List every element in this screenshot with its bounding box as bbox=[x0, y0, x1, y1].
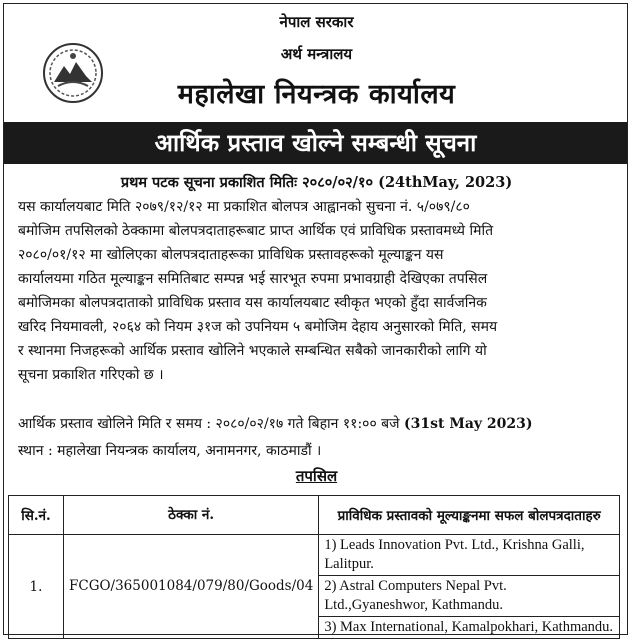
opening-english-date: (31st May 2023) bbox=[404, 416, 533, 432]
body-line: बमोजिमका बोलपत्रदाताको प्राविधिक प्रस्ताव यस कार्यालयबाट स्वीकृत भएको हुँदा सार्वजनिक bbox=[18, 295, 487, 311]
bidders-table bbox=[8, 495, 620, 639]
body-line: २०८०/०१/१२ मा खोलिएका बोलपत्रदाताहरूका प्राविधिक प्रस्तावहरूको मूल्याङ्कन यस bbox=[18, 247, 444, 263]
body-line: कार्यालयमा गठित मूल्याङ्कन समितिबाट सम्पन्न भई सारभूत रुपमा प्रभावग्राही देखिएका तपसिल bbox=[18, 271, 488, 287]
body-line: सूचना प्रकाशित गरिएको छ । bbox=[18, 367, 164, 383]
table-row bbox=[9, 535, 620, 576]
header-sn: सि.नं. bbox=[9, 496, 64, 535]
bidder-item: 3) Max International, Kamalpokhari, Kathmandu. bbox=[319, 617, 620, 639]
table-header-row bbox=[9, 496, 620, 535]
schedule-heading: तपसिल bbox=[295, 467, 338, 485]
opening-place: स्थान : महालेखा नियन्त्रक कार्यालय, अनामनगर, काठमाडौं । bbox=[18, 443, 322, 459]
opening-label: आर्थिक प्रस्ताव खोलिने मिति र समय : २०८०/०२/१७ गते बिहान ११:०० बजे bbox=[18, 416, 400, 432]
publication-label: प्रथम पटक सूचना प्रकाशित मितिः २०८०/०२/१० bbox=[120, 174, 374, 191]
row-sn: 1. bbox=[9, 535, 64, 639]
body-line: यस कार्यालयबाट मिति २०७९/१२/१२ मा प्रकाशित बोलपत्र आह्वानको सुचना नं. ५/०७९/८० bbox=[18, 199, 470, 215]
body-line: र स्थानमा निजहरूको आर्थिक प्रस्ताव खोलिने भएकाले सम्बन्धित सबैको जानकारीको लागि यो bbox=[18, 343, 487, 359]
header-successful-bidders: प्राविधिक प्रस्तावको मूल्याङ्कनमा सफल बोलपत्रदाताहरु bbox=[319, 496, 620, 535]
publication-english-date: (24thMay, 2023) bbox=[378, 174, 513, 191]
row-contract-no: FCGO/365001084/079/80/Goods/04 bbox=[64, 535, 319, 639]
publication-date bbox=[0, 172, 633, 192]
government-name: नेपाल सरकार bbox=[279, 13, 354, 31]
header-contract-no: ठेक्का नं. bbox=[64, 496, 319, 535]
bidder-item: 2) Astral Computers Nepal Pvt. Ltd.,Gyaneshwor, Kathmandu. bbox=[319, 576, 620, 617]
notice-title: आर्थिक प्रस्ताव खोल्ने सम्बन्धी सूचना bbox=[4, 122, 627, 164]
ministry-name: अर्थ मन्त्रालय bbox=[280, 45, 353, 63]
bidder-item: 1) Leads Innovation Pvt. Ltd., Krishna Galli, Lalitpur. bbox=[319, 535, 620, 576]
office-name: महालेखा नियन्त्रक कार्यालय bbox=[177, 79, 456, 110]
notice-body bbox=[18, 195, 618, 387]
opening-date-time bbox=[18, 414, 623, 433]
body-line: बमोजिम तपसिलको ठेक्कामा बोलपत्रदाताहरूबाट प्राप्त आर्थिक एवं प्राविधिक प्रस्तावमध्ये मिति bbox=[18, 223, 494, 239]
body-line: खरिद नियमावली, २०६४ को नियम ३१ज को उपनियम ५ बमोजिम देहाय अनुसारको मिति, समय bbox=[18, 319, 498, 335]
